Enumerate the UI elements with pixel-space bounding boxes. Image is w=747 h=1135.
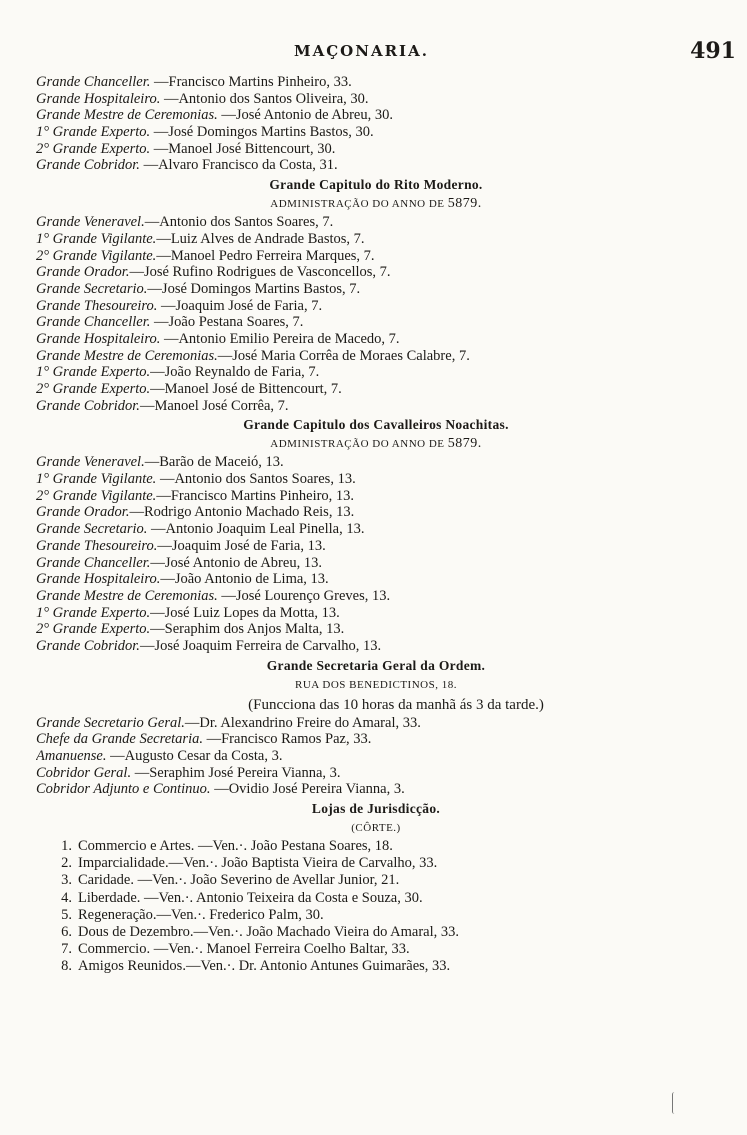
page-header <box>36 38 736 72</box>
office-title: Grande Cobridor. <box>36 157 140 174</box>
lodge-number: 1. <box>61 838 72 855</box>
officer-name: —Seraphim dos Anjos Malta, 13. <box>150 621 345 638</box>
officer-line <box>36 715 716 732</box>
office-title: Cobridor Geral. <box>36 764 132 781</box>
office-title: Grande Veneravel. <box>36 214 145 231</box>
officer-line <box>36 141 716 158</box>
administration-label: ADMINISTRAÇÃO DO ANNO DE <box>270 438 445 451</box>
office-title: Grande Veneravel. <box>36 454 145 471</box>
office-title: Grande Chanceller. <box>36 74 151 90</box>
office-title: 1° Grande Vigilante. <box>36 230 157 247</box>
officer-name: —José Antonio de Abreu, 13. <box>150 554 322 571</box>
officer-name: —Dr. Alexandrino Freire do Amaral, 33. <box>184 714 421 731</box>
office-title: Grande Orador. <box>36 504 130 521</box>
officer-name: —José Domingos Martins Bastos, 7. <box>147 280 361 297</box>
office-title: Grande Cobridor. <box>36 637 140 654</box>
officer-name: —Antonio dos Santos Soares, 13. <box>156 471 356 488</box>
officer-line <box>36 248 716 265</box>
section-cavalleiros-noachitas <box>36 416 716 654</box>
office-title: Grande Chanceller. <box>36 314 151 331</box>
lodge-text: Commercio e Artes. —Ven.·. João Pestana Soares, 18. <box>78 838 393 855</box>
office-title: Grande Secretario. <box>36 521 148 538</box>
office-title: Cobridor Adjunto e Continuo. <box>36 781 211 798</box>
officer-line <box>36 488 716 505</box>
lodge-entry <box>36 872 716 889</box>
section-lojas <box>36 800 716 976</box>
administration-year: 5879. <box>447 436 482 452</box>
officer-name: —Antonio Emilio Pereira de Macedo, 7. <box>160 330 400 347</box>
section-heading: Grande Capitulo dos Cavalleiros Noachitas. <box>243 417 509 433</box>
lodge-entry <box>36 855 716 872</box>
officer-name: —João Pestana Soares, 7. <box>150 314 304 331</box>
officer-name: —João Antonio de Lima, 13. <box>160 571 329 588</box>
officer-line <box>36 748 716 765</box>
officer-name: —Luiz Alves de Andrade Bastos, 7. <box>156 230 365 247</box>
officer-line <box>36 91 716 108</box>
officer-line <box>36 454 716 471</box>
officer-line <box>36 781 716 798</box>
officer-line <box>36 398 716 415</box>
office-title: Grande Orador. <box>36 264 130 281</box>
officer-name: —Seraphim José Pereira Vianna, 3. <box>131 764 341 781</box>
office-title: Grande Thesoureiro. <box>36 537 158 554</box>
officer-line <box>36 107 716 124</box>
officer-name: —José Antonio de Abreu, 30. <box>217 107 393 124</box>
officer-line <box>36 638 716 655</box>
officer-line <box>36 588 716 605</box>
office-title: Grande Mestre de Ceremonias. <box>36 107 218 124</box>
officer-line <box>36 765 716 782</box>
officer-name: —José Domingos Martins Bastos, 30. <box>150 124 374 141</box>
office-title: Grande Secretario Geral. <box>36 714 185 731</box>
lodge-entry <box>36 958 716 975</box>
officer-name: —Antonio Joaquim Leal Pinella, 13. <box>147 521 365 538</box>
officer-name: —José Maria Corrêa de Moraes Calabre, 7. <box>217 347 470 364</box>
officer-name: —Joaquim José de Faria, 13. <box>157 537 326 554</box>
officer-line <box>36 571 716 588</box>
officer-name: —José Rufino Rodrigues de Vasconcellos, 7. <box>129 264 391 281</box>
office-title: 2° Grande Vigilante. <box>36 487 157 504</box>
paper-mark <box>672 1092 677 1114</box>
section-heading: Lojas de Jurisdicção. <box>311 801 441 817</box>
officer-name: —José Lourenço Greves, 13. <box>217 587 391 604</box>
officer-line <box>36 364 716 381</box>
lodge-text: Imparcialidade.—Ven.·. João Baptista Vieira de Carvalho, 33. <box>78 855 438 872</box>
lodge-entry <box>36 838 716 855</box>
officer-line <box>36 348 716 365</box>
officer-line <box>36 331 716 348</box>
officer-name: —Rodrigo Antonio Machado Reis, 13. <box>129 504 355 521</box>
office-title: Grande Hospitaleiro. <box>36 330 161 347</box>
officer-line <box>36 264 716 281</box>
officer-line <box>36 157 716 174</box>
officer-line <box>36 281 716 298</box>
office-title: 1° Grande Experto. <box>36 604 151 621</box>
office-title: Grande Secretario. <box>36 280 148 297</box>
officer-name: —Manoel José Bittencourt, 30. <box>150 140 336 157</box>
page-body <box>36 74 716 976</box>
section-heading: Grande Secretaria Geral da Ordem. <box>266 657 486 673</box>
lodge-number: 6. <box>61 924 72 940</box>
office-title: 2° Grande Experto. <box>36 621 151 638</box>
office-title: Grande Chanceller. <box>36 554 151 571</box>
officer-line <box>36 555 716 572</box>
officer-name: —Manoel José Corrêa, 7. <box>139 397 289 414</box>
officer-name: —Barão de Maceió, 13. <box>144 454 284 471</box>
lodge-entry <box>36 890 716 907</box>
officer-name: —Joaquim José de Faria, 7. <box>157 297 323 314</box>
lodge-entry <box>36 924 716 941</box>
page-number: 491 <box>690 38 736 64</box>
officer-line <box>36 298 716 315</box>
officer-line <box>36 605 716 622</box>
officer-name: —Manoel Pedro Ferreira Marques, 7. <box>156 247 375 264</box>
lodge-text: Dous de Dezembro.—Ven.·. João Machado Vieira do Amaral, 33. <box>78 924 459 940</box>
officer-line <box>36 538 716 555</box>
officer-name: —Ovidio José Pereira Vianna, 3. <box>210 781 405 798</box>
opening-hours-note: (Funcciona das 10 horas da manhã ás 3 da tarde.) <box>248 696 544 713</box>
office-title: 2° Grande Experto. <box>36 381 151 397</box>
officer-name: —Antonio dos Santos Soares, 7. <box>144 214 334 231</box>
office-title: Grande Hospitaleiro. <box>36 90 161 107</box>
office-title: 1° Grande Vigilante. <box>36 471 157 488</box>
office-title: Grande Thesoureiro. <box>36 297 158 314</box>
officer-line <box>36 504 716 521</box>
office-title: Grande Hospitaleiro. <box>36 571 161 588</box>
officer-name: —Francisco Ramos Paz, 33. <box>202 731 372 748</box>
section-secretaria-geral <box>36 657 716 798</box>
office-title: Chefe da Grande Secretaria. <box>36 731 203 748</box>
lodge-entry <box>36 941 716 958</box>
officer-name: —José Luiz Lopes da Motta, 13. <box>150 604 340 621</box>
administration-line <box>36 434 716 454</box>
office-title: 1° Grande Experto. <box>36 124 151 141</box>
lodge-text: Caridade. —Ven.·. João Severino de Avellar Junior, 21. <box>78 872 400 889</box>
officer-name: —Antonio dos Santos Oliveira, 30. <box>160 90 369 107</box>
administration-year: 5879. <box>447 196 482 212</box>
officer-line <box>36 381 716 398</box>
lodge-number: 8. <box>61 958 72 975</box>
lodge-number: 4. <box>61 889 72 906</box>
officer-name: —Francisco Martins Pinheiro, 33. <box>150 74 352 90</box>
address-line: RUA DOS BENEDICTINOS, 18. <box>295 678 457 691</box>
officer-line <box>36 74 716 91</box>
officer-name: —Manoel José de Bittencourt, 7. <box>150 381 342 397</box>
officer-name: —João Reynaldo de Faria, 7. <box>150 364 320 381</box>
officer-line <box>36 471 716 488</box>
running-title: MAÇONARIA. <box>294 42 429 60</box>
officer-line <box>36 521 716 538</box>
administration-label: ADMINISTRAÇÃO DO ANNO DE <box>270 198 445 211</box>
lodge-entry <box>36 907 716 924</box>
lodge-text: Regeneração.—Ven.·. Frederico Palm, 30. <box>78 906 324 923</box>
officer-name: —Francisco Martins Pinheiro, 13. <box>156 487 355 504</box>
lodge-number: 3. <box>61 872 72 889</box>
officer-name: —Augusto Cesar da Costa, 3. <box>106 748 283 764</box>
lodge-text: Liberdade. —Ven.·. Antonio Teixeira da Costa e Souza, 30. <box>78 889 423 906</box>
lodge-text: Amigos Reunidos.—Ven.·. Dr. Antonio Antunes Guimarães, 33. <box>78 958 451 975</box>
office-title: Grande Mestre de Ceremonias. <box>36 347 218 364</box>
lodge-number: 2. <box>61 855 72 872</box>
officer-name: —José Joaquim Ferreira de Carvalho, 13. <box>139 637 382 654</box>
officer-line <box>36 214 716 231</box>
office-title: Grande Cobridor. <box>36 397 140 414</box>
lodge-number: 7. <box>61 941 72 958</box>
office-title: 1° Grande Experto. <box>36 364 151 381</box>
officer-list-top <box>36 74 716 174</box>
office-title: Amanuense. <box>36 748 107 764</box>
office-title: Grande Mestre de Ceremonias. <box>36 587 218 604</box>
office-title: 2° Grande Experto. <box>36 140 151 157</box>
officer-line <box>36 314 716 331</box>
officer-line <box>36 124 716 141</box>
lodge-number: 5. <box>61 906 72 923</box>
officer-line <box>36 621 716 638</box>
office-title: 2° Grande Vigilante. <box>36 247 157 264</box>
officer-name: —Alvaro Francisco da Costa, 31. <box>139 157 338 174</box>
lodge-text: Commercio. —Ven.·. Manoel Ferreira Coelho Baltar, 33. <box>78 941 410 958</box>
officer-line <box>36 731 716 748</box>
section-subheading: (CÔRTE.) <box>351 822 401 835</box>
section-rito-moderno <box>36 176 716 414</box>
section-heading: Grande Capitulo do Rito Moderno. <box>269 177 483 193</box>
officer-line <box>36 231 716 248</box>
administration-line <box>36 194 716 214</box>
